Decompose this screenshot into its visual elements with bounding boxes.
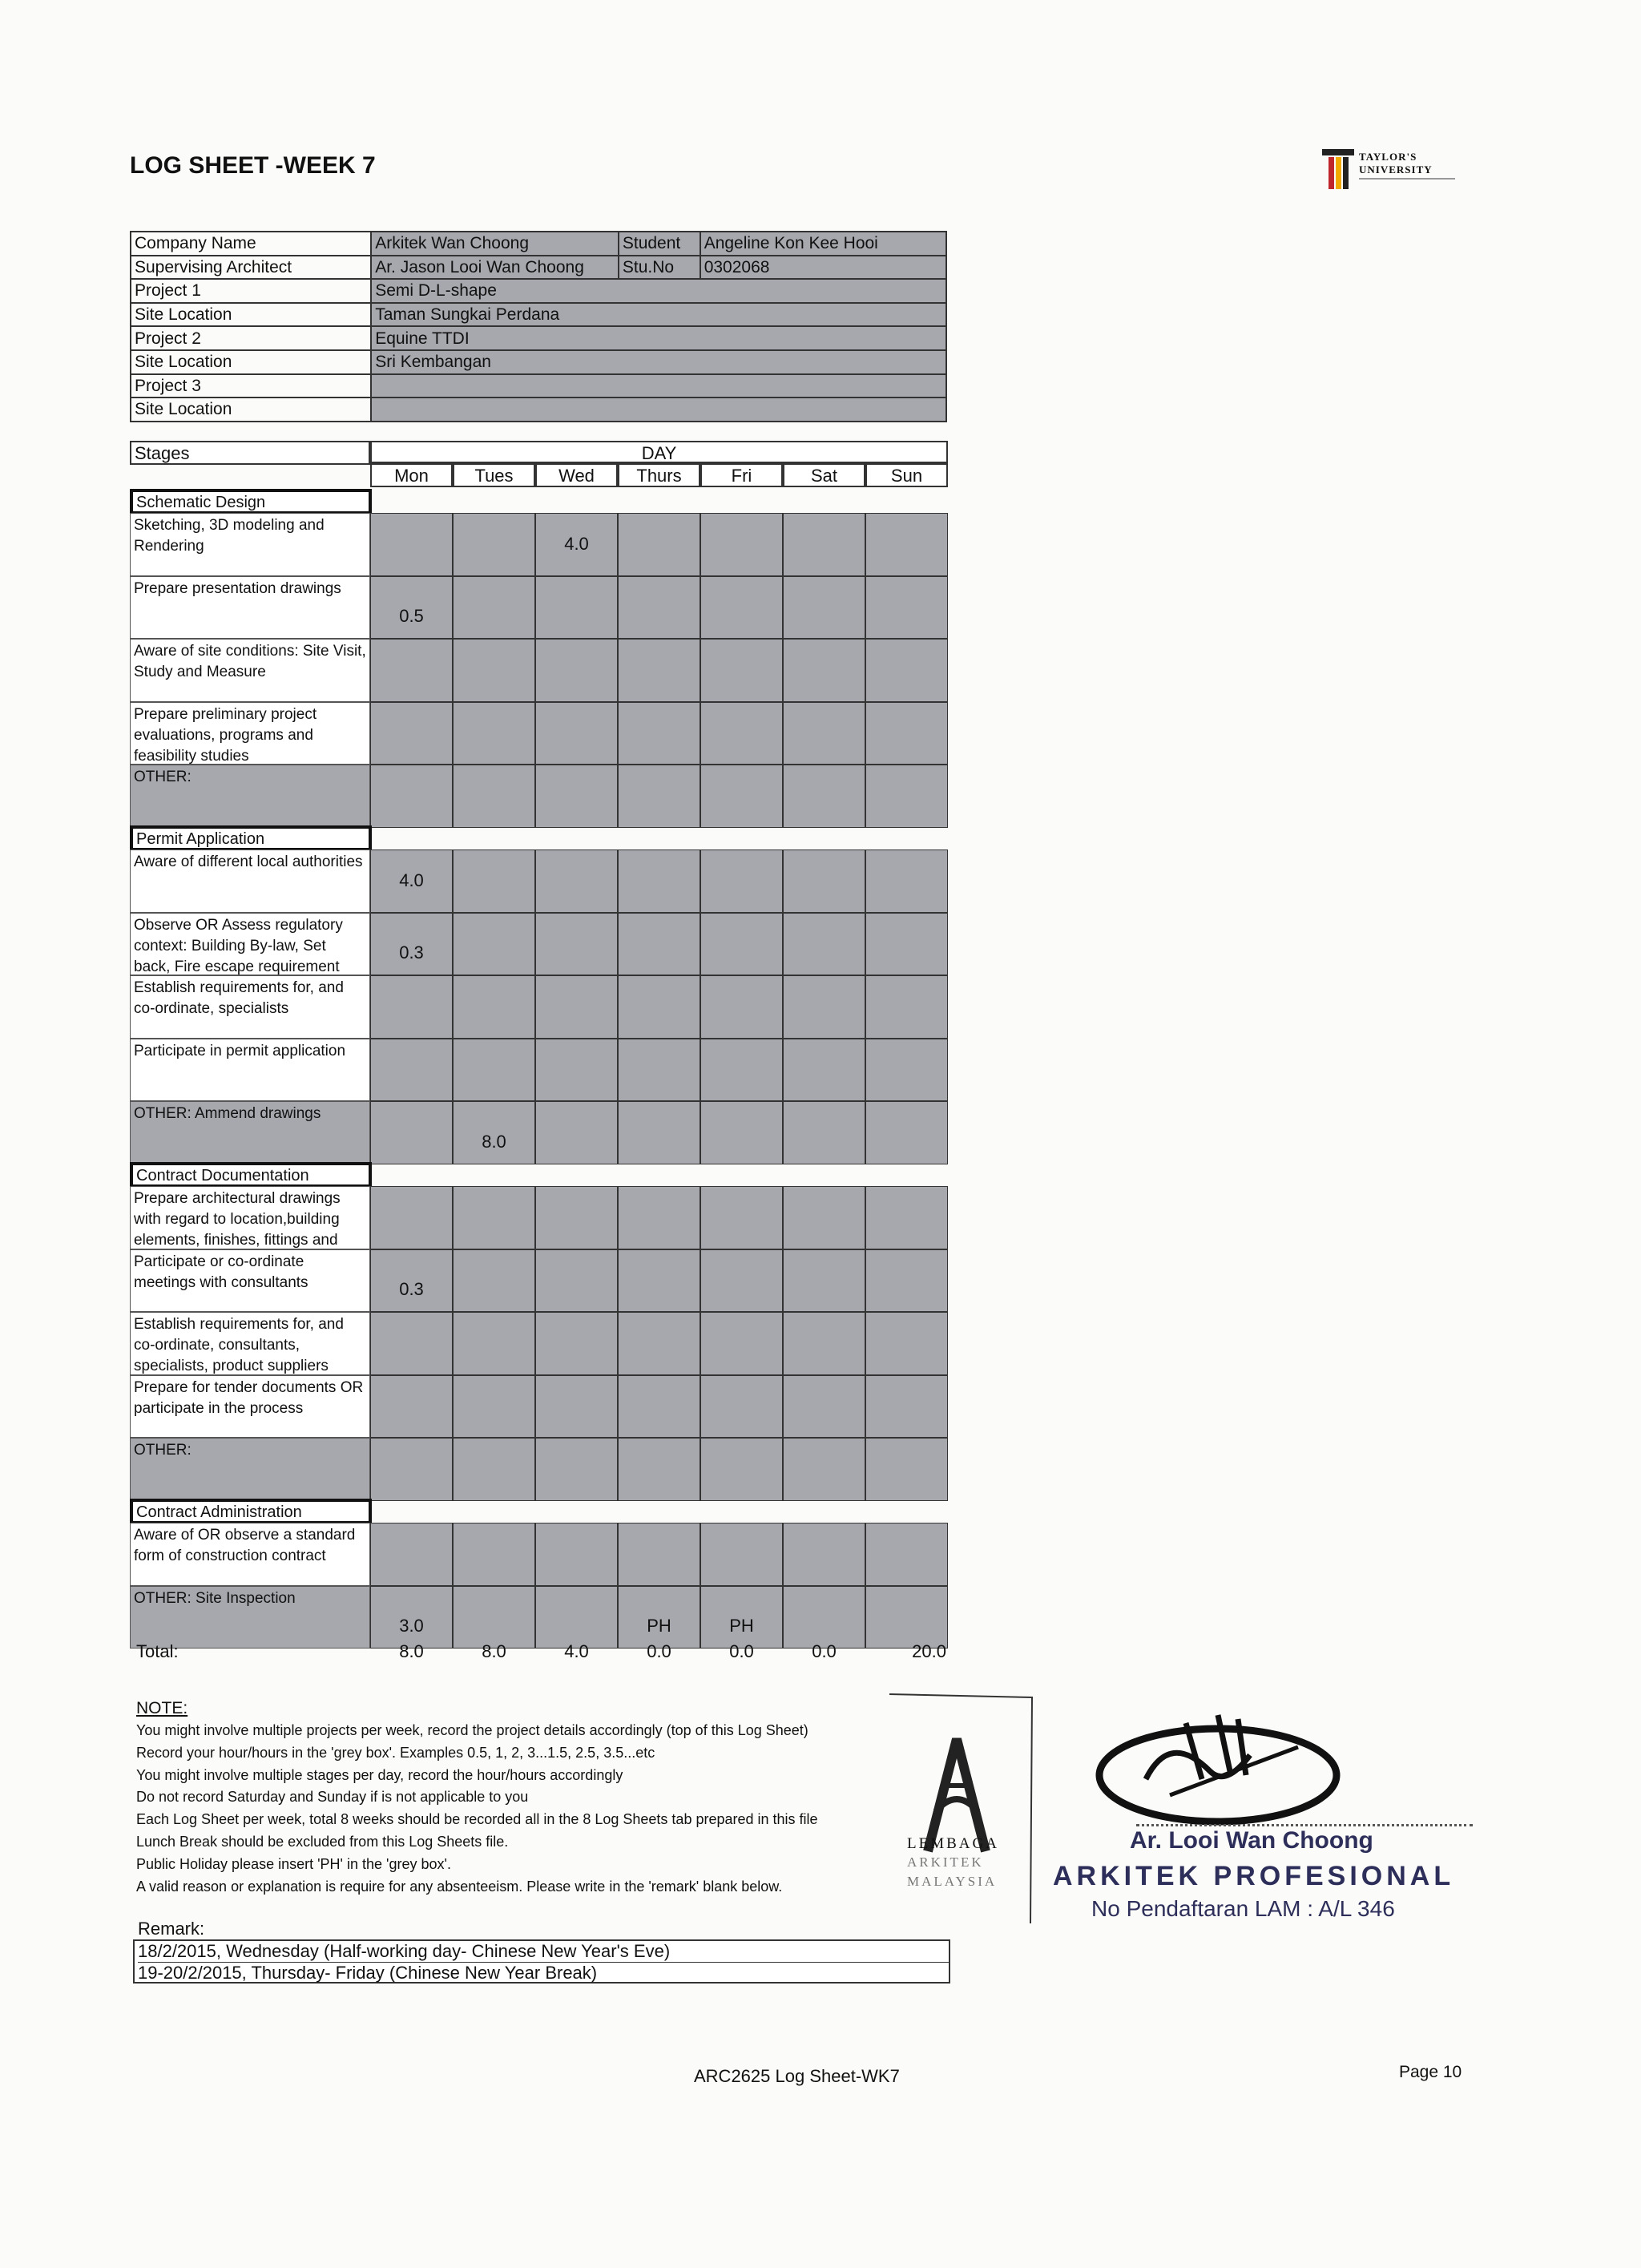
hours-cell[interactable] — [700, 975, 783, 1039]
total-value: 4.0 — [564, 1641, 589, 1661]
footer-text: ARC2625 Log Sheet-WK7 — [694, 2066, 900, 2086]
hours-cell[interactable] — [700, 1438, 783, 1501]
lam-stamp — [880, 1691, 1034, 1923]
hours-cell[interactable] — [618, 1039, 700, 1102]
task-label: Prepare presentation drawings — [130, 576, 370, 640]
hours-cell[interactable] — [865, 765, 948, 828]
hours-cell[interactable] — [618, 702, 700, 765]
hours-cell[interactable] — [783, 975, 865, 1039]
hours-cell[interactable] — [865, 513, 948, 576]
hours-cell[interactable] — [618, 975, 700, 1039]
hours-cell[interactable] — [865, 1586, 948, 1649]
hours-cell[interactable] — [700, 576, 783, 640]
hours-cell[interactable] — [453, 1375, 535, 1439]
project3-label: Project 3 — [131, 374, 371, 398]
hours-cell[interactable] — [535, 576, 618, 640]
hours-cell[interactable] — [370, 639, 453, 702]
hours-cell[interactable] — [535, 913, 618, 976]
hours-cell[interactable] — [453, 576, 535, 640]
hours-cell[interactable] — [370, 1039, 453, 1102]
stage-heading: Contract Documentation — [130, 1162, 372, 1188]
architect-title: ARKITEK PROFESIONAL — [1053, 1861, 1455, 1891]
hours-cell[interactable] — [700, 1186, 783, 1249]
hours-cell[interactable] — [370, 513, 453, 576]
project1-label: Project 1 — [131, 279, 371, 303]
hours-cell[interactable] — [865, 639, 948, 702]
info-table — [130, 231, 947, 422]
hours-cell[interactable] — [370, 1375, 453, 1439]
hours-cell[interactable] — [865, 1249, 948, 1313]
logo-divider — [1359, 178, 1455, 180]
stuno-label: Stu.No — [619, 256, 700, 280]
logo-text: UNIVERSITY — [1359, 163, 1433, 176]
hours-cell[interactable] — [783, 576, 865, 640]
day-column-header: Thurs — [618, 463, 700, 487]
stuno-value: 0302068 — [700, 256, 946, 280]
site3-value — [371, 398, 946, 422]
task-label: Prepare preliminary project evaluations, programs and feasibility studies — [130, 702, 370, 765]
hours-cell[interactable] — [865, 1186, 948, 1249]
hours-cell[interactable] — [618, 1438, 700, 1501]
task-label: Aware of OR observe a standard form of construction contract — [130, 1523, 370, 1586]
supervisor-value: Ar. Jason Looi Wan Choong — [371, 256, 619, 280]
day-column-header: Sat — [783, 463, 865, 487]
hours-cell[interactable] — [783, 1186, 865, 1249]
hours-cell[interactable] — [618, 1312, 700, 1375]
stage-heading: Schematic Design — [130, 489, 372, 515]
hours-cell[interactable] — [783, 1523, 865, 1586]
task-label: Participate or co-ordinate meetings with consultants — [130, 1249, 370, 1313]
hours-cell[interactable]: 0.5 — [370, 576, 453, 640]
total-value: 8.0 — [399, 1641, 424, 1661]
hours-cell[interactable] — [370, 702, 453, 765]
hours-cell[interactable] — [453, 1039, 535, 1102]
hours-cell[interactable] — [865, 1375, 948, 1439]
hours-cell[interactable] — [700, 765, 783, 828]
hours-cell[interactable] — [453, 765, 535, 828]
task-label: OTHER: — [130, 1438, 370, 1501]
hours-cell[interactable] — [700, 913, 783, 976]
student-label: Student — [619, 232, 700, 256]
hours-cell[interactable]: 0.3 — [370, 913, 453, 976]
hours-cell[interactable] — [453, 1249, 535, 1313]
architect-registration: No Pendaftaran LAM : A/L 346 — [1091, 1896, 1395, 1921]
hours-cell[interactable] — [865, 913, 948, 976]
hours-cell[interactable] — [453, 513, 535, 576]
task-label: Sketching, 3D modeling and Rendering — [130, 513, 370, 576]
stage-heading: Permit Application — [130, 825, 372, 851]
table-row — [131, 398, 946, 422]
task-label: Aware of different local authorities — [130, 849, 370, 913]
hours-cell[interactable] — [535, 1101, 618, 1164]
site2-value: Sri Kembangan — [371, 350, 946, 374]
remark-line: 18/2/2015, Wednesday (Half-working day- Chinese New Year's Eve) — [138, 1941, 671, 1961]
lam-text: LEMBAGA — [907, 1835, 999, 1852]
hours-cell[interactable] — [865, 975, 948, 1039]
hours-cell[interactable] — [783, 765, 865, 828]
day-header: DAY — [370, 441, 948, 463]
note-line: Do not record Saturday and Sunday if is not applicable to you — [136, 1789, 529, 1806]
hours-cell[interactable] — [453, 975, 535, 1039]
hours-cell[interactable] — [783, 1312, 865, 1375]
page-title: LOG SHEET -WEEK 7 — [130, 152, 376, 179]
day-column-header: Fri — [700, 463, 783, 487]
hours-cell[interactable] — [700, 1249, 783, 1313]
site1-value: Taman Sungkai Perdana — [371, 303, 946, 327]
hours-cell[interactable] — [865, 849, 948, 913]
hours-cell[interactable] — [453, 702, 535, 765]
hours-cell[interactable] — [700, 639, 783, 702]
hours-cell[interactable] — [618, 1375, 700, 1439]
task-label: Establish requirements for, and co-ordinate, consultants, specialists, product suppliers — [130, 1312, 370, 1375]
hours-cell[interactable] — [783, 1438, 865, 1501]
university-crest-icon — [1322, 149, 1354, 191]
hours-cell[interactable] — [535, 1039, 618, 1102]
hours-cell[interactable] — [700, 849, 783, 913]
hours-cell[interactable] — [535, 765, 618, 828]
total-value: 20.0 — [912, 1641, 946, 1661]
hours-cell[interactable] — [618, 849, 700, 913]
student-value: Angeline Kon Kee Hooi — [700, 232, 946, 256]
hours-cell[interactable] — [535, 1312, 618, 1375]
hours-cell[interactable] — [453, 913, 535, 976]
lam-text: ARKITEK — [907, 1854, 984, 1870]
hours-cell[interactable] — [618, 1523, 700, 1586]
note-line: Lunch Break should be excluded from this Log Sheets file. — [136, 1833, 509, 1850]
total-value: 0.0 — [812, 1641, 837, 1661]
hours-cell[interactable] — [618, 913, 700, 976]
hours-cell[interactable] — [453, 849, 535, 913]
note-line: Each Log Sheet per week, total 8 weeks should be recorded all in the 8 Log Sheets tab prepared in this file — [136, 1811, 818, 1828]
task-label: OTHER: Ammend drawings — [130, 1101, 370, 1164]
table-row — [131, 303, 946, 327]
remark-box[interactable] — [133, 1939, 950, 1983]
hours-cell[interactable] — [783, 1039, 865, 1102]
day-column-header: Mon — [370, 463, 453, 487]
stages-header: Stages — [130, 441, 370, 465]
hours-cell[interactable] — [535, 1438, 618, 1501]
hours-cell[interactable] — [783, 513, 865, 576]
university-logo — [1322, 146, 1458, 196]
hours-cell[interactable] — [618, 513, 700, 576]
hours-cell[interactable] — [865, 1101, 948, 1164]
table-row — [131, 326, 946, 350]
supervisor-label: Supervising Architect — [131, 256, 371, 280]
site1-label: Site Location — [131, 303, 371, 327]
hours-cell[interactable] — [535, 702, 618, 765]
hours-cell[interactable]: PH — [618, 1586, 700, 1649]
hours-cell[interactable] — [370, 1186, 453, 1249]
note-line: You might involve multiple projects per week, record the project details accordingly (top of this Log Sheet) — [136, 1722, 808, 1738]
day-column-header: Sun — [865, 463, 948, 487]
total-value: 8.0 — [482, 1641, 506, 1661]
hours-cell[interactable]: 8.0 — [453, 1101, 535, 1164]
hours-cell[interactable] — [783, 1586, 865, 1649]
hours-cell[interactable] — [535, 639, 618, 702]
notes-section — [136, 1697, 818, 1898]
note-line: Record your hour/hours in the 'grey box'. Examples 0.5, 1, 2, 3...1.5, 2.5, 3.5...etc — [136, 1744, 655, 1761]
site2-label: Site Location — [131, 350, 371, 374]
total-label: Total: — [136, 1641, 179, 1661]
note-line: Public Holiday please insert 'PH' in the 'grey box'. — [136, 1855, 451, 1872]
task-label: Prepare architectural drawings with regard to location,building elements, finishes, fittings and — [130, 1186, 370, 1249]
hours-cell[interactable]: 3.0 — [370, 1586, 453, 1649]
hours-cell[interactable] — [865, 702, 948, 765]
project3-value — [371, 374, 946, 398]
hours-cell[interactable] — [865, 1039, 948, 1102]
task-label: OTHER: — [130, 765, 370, 828]
company-value: Arkitek Wan Choong — [371, 232, 619, 256]
hours-cell[interactable] — [618, 1101, 700, 1164]
logo-text: TAYLOR'S — [1359, 151, 1417, 163]
hours-cell[interactable] — [453, 1312, 535, 1375]
architect-name: Ar. Looi Wan Choong — [1130, 1827, 1373, 1854]
company-label: Company Name — [131, 232, 371, 256]
hours-cell[interactable] — [783, 1375, 865, 1439]
hours-cell[interactable] — [370, 1523, 453, 1586]
task-label: OTHER: Site Inspection — [130, 1586, 370, 1649]
hours-cell[interactable] — [370, 975, 453, 1039]
hours-cell[interactable] — [783, 849, 865, 913]
hours-cell[interactable] — [618, 639, 700, 702]
remark-line: 19-20/2/2015, Thursday- Friday (Chinese New Year Break) — [138, 1962, 949, 1983]
signature-icon — [1090, 1699, 1362, 1827]
hours-cell[interactable]: 4.0 — [370, 849, 453, 913]
hours-cell[interactable] — [535, 1586, 618, 1649]
hours-cell[interactable] — [700, 513, 783, 576]
note-line: A valid reason or explanation is require for any absenteeism. Please write in the 'remark' blank below. — [136, 1878, 783, 1895]
hours-cell[interactable]: 0.3 — [370, 1249, 453, 1313]
hours-cell[interactable] — [535, 975, 618, 1039]
hours-cell[interactable]: 4.0 — [535, 513, 618, 576]
remark-label: Remark: — [138, 1919, 205, 1939]
table-row — [131, 232, 946, 256]
hours-cell[interactable] — [783, 702, 865, 765]
hours-cell[interactable] — [453, 639, 535, 702]
task-label: Observe OR Assess regulatory context: Building By-law, Set back, Fire escape requirement — [130, 913, 370, 976]
hours-cell[interactable] — [700, 1523, 783, 1586]
hours-cell[interactable] — [453, 1438, 535, 1501]
day-column-header: Tues — [453, 463, 535, 487]
hours-cell[interactable] — [783, 639, 865, 702]
hours-cell[interactable] — [783, 913, 865, 976]
signature-line — [1136, 1824, 1473, 1826]
architect-stamp — [1034, 1699, 1466, 1947]
project2-value: Equine TTDI — [371, 326, 946, 350]
lam-text: MALAYSIA — [907, 1874, 998, 1889]
hours-cell[interactable] — [700, 1101, 783, 1164]
hours-cell[interactable] — [370, 1101, 453, 1164]
page-number: Page 10 — [1399, 2063, 1462, 2081]
hours-cell[interactable] — [453, 1523, 535, 1586]
task-label: Establish requirements for, and co-ordinate, specialists — [130, 975, 370, 1039]
hours-cell[interactable] — [535, 1186, 618, 1249]
hours-cell[interactable] — [535, 1523, 618, 1586]
hours-cell[interactable] — [865, 1312, 948, 1375]
hours-cell[interactable] — [453, 1586, 535, 1649]
hours-cell[interactable] — [783, 1101, 865, 1164]
hours-cell[interactable] — [865, 1438, 948, 1501]
hours-cell[interactable] — [700, 1039, 783, 1102]
hours-cell[interactable] — [535, 1249, 618, 1313]
hours-cell[interactable] — [618, 1249, 700, 1313]
hours-cell[interactable] — [618, 1186, 700, 1249]
notes-title: NOTE: — [136, 1699, 188, 1717]
hours-cell[interactable] — [865, 1523, 948, 1586]
hours-cell[interactable] — [700, 702, 783, 765]
task-label: Prepare for tender documents OR participate in the process — [130, 1375, 370, 1439]
site3-label: Site Location — [131, 398, 371, 422]
task-label: Participate in permit application — [130, 1039, 370, 1102]
total-value: 0.0 — [729, 1641, 754, 1661]
hours-cell[interactable] — [370, 765, 453, 828]
hours-cell[interactable] — [370, 1312, 453, 1375]
hours-cell[interactable]: PH — [700, 1586, 783, 1649]
table-row — [131, 279, 946, 303]
hours-cell[interactable] — [370, 1438, 453, 1501]
project1-value: Semi D-L-shape — [371, 279, 946, 303]
hours-cell[interactable] — [535, 1375, 618, 1439]
stage-heading: Contract Administration — [130, 1499, 372, 1524]
total-value: 0.0 — [647, 1641, 671, 1661]
day-column-header: Wed — [535, 463, 618, 487]
table-row — [131, 256, 946, 280]
hours-cell[interactable] — [453, 1186, 535, 1249]
hours-cell[interactable] — [783, 1249, 865, 1313]
note-line: You might involve multiple stages per day, record the hour/hours accordingly — [136, 1766, 623, 1783]
hours-cell[interactable] — [535, 849, 618, 913]
hours-cell[interactable] — [618, 576, 700, 640]
table-row — [131, 350, 946, 374]
hours-cell[interactable] — [700, 1312, 783, 1375]
hours-cell[interactable] — [865, 576, 948, 640]
table-row — [131, 374, 946, 398]
project2-label: Project 2 — [131, 326, 371, 350]
task-label: Aware of site conditions: Site Visit, Study and Measure — [130, 639, 370, 702]
hours-cell[interactable] — [700, 1375, 783, 1439]
hours-cell[interactable] — [618, 765, 700, 828]
